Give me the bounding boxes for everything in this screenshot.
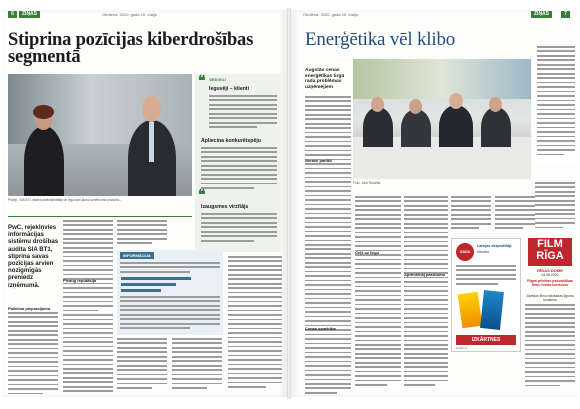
- body-column-4-bottom: [172, 338, 222, 396]
- header-date-right: Otrdiena, 2020. gada 10. maijs: [303, 12, 358, 17]
- panelist-4-face: [489, 97, 502, 112]
- right-page-header: [291, 10, 578, 19]
- page-number-right: 7: [561, 11, 570, 18]
- panelist-2: [401, 109, 431, 147]
- panelist-3: [439, 105, 473, 147]
- sidebar-text-2: [201, 147, 277, 197]
- info-box-text-2: [120, 296, 220, 332]
- body-column-1: [8, 312, 58, 396]
- photo-conference-panel: [353, 59, 531, 179]
- body-column-3-bottom: [117, 338, 167, 396]
- left-page: [2, 10, 287, 397]
- subhead-demand: Palielina pieprasījumu: [8, 306, 51, 311]
- film-badge-line-1: FILM: [537, 238, 563, 250]
- panelist-2-face: [409, 99, 422, 114]
- photo-two-executives: [8, 74, 192, 196]
- divider-left: [8, 216, 192, 217]
- sidebar-text-3: [201, 213, 277, 249]
- right-page: [291, 10, 578, 397]
- film-riga-logo: [528, 238, 572, 266]
- photo-caption-left: Pircēji - SIA BT1 valdes priekšsēdētāja un ieguvumi jaunu uzņēmuma produktu...: [8, 198, 123, 202]
- section-label-left: ZIŅAS: [19, 11, 40, 18]
- info-box-text: [120, 262, 220, 274]
- page-number-left: 6: [8, 11, 17, 18]
- sidebar-text-1: [209, 95, 277, 135]
- sidebar-head-3: Izaugsmes virzītājs: [201, 204, 249, 210]
- right-column-3: [404, 196, 448, 396]
- subhead-right-1: Neraisi panīki!: [305, 158, 333, 163]
- right-sidebar-lines: [537, 46, 575, 164]
- right-sidebar-text: [535, 46, 575, 164]
- lead-paragraph-right: Augstās cenas enerģētikas tirgū rada problēmas uzņēmējiem: [305, 68, 345, 90]
- panelist-4: [481, 107, 511, 147]
- advertisement-izkartnes: [451, 238, 521, 352]
- info-box-title: INFORMĀCIJA: [120, 252, 154, 259]
- ad-graphic-2: [480, 290, 504, 330]
- section-label-right: ZIŅAS: [531, 11, 552, 18]
- body-column-2: [63, 220, 113, 396]
- panelist-1: [363, 107, 393, 147]
- sidebar-label: VIEDOKLI: [209, 78, 226, 82]
- right-column-2: [355, 196, 401, 396]
- info-bar-2: [121, 283, 176, 286]
- right-sidebar-lines-2: [535, 182, 575, 236]
- headline-left: Stiprina pozīcijas kiberdrošības segmentā: [8, 30, 254, 67]
- right-column-5-top: [495, 196, 535, 236]
- ad-line-2: Atbalsts: [477, 250, 490, 254]
- film-date: 04.06.2020: [541, 273, 559, 277]
- subhead-right-2: Cenas samērība: [305, 326, 336, 331]
- opinions-sidebar: [195, 74, 281, 252]
- quote-icon: ❝: [198, 72, 206, 88]
- sidebar-head-2: Apliecina konkurētspēju: [201, 138, 261, 144]
- sidebar-head-1: Ieguvēji – klienti: [209, 86, 250, 92]
- quote-icon-2: ❝: [198, 186, 206, 202]
- film-city: RĪGAS DOME: [537, 268, 563, 273]
- body-column-5: [228, 256, 282, 396]
- photo-caption-right: Foto: Juris Rudzītis: [353, 181, 381, 185]
- ad-line-1: Latvijas eksportētāji: [477, 244, 512, 248]
- right-column-1: [305, 96, 351, 396]
- body-column-3-top: [117, 220, 167, 248]
- left-page-header: [2, 10, 287, 19]
- ad-logo-badge: GADA: [456, 243, 474, 261]
- info-bar-1: [121, 277, 191, 280]
- ad-body-text: [456, 265, 516, 289]
- ad-izkartnes-label: IZKĀRTNES: [456, 335, 516, 345]
- ad-tagline: Reklāma: [456, 346, 468, 350]
- film-riga-advertisement: [523, 238, 577, 397]
- banner-backdrop: [353, 59, 531, 99]
- panelist-3-face: [449, 93, 463, 109]
- lead-paragraph-left: PwC, rejeklņvies informācijas sistēmu drošības audita SIA BT1, stiprina savas pozīcijas arvien nozīgmīgās preniedz izņēmumā.: [8, 224, 59, 289]
- info-box: [117, 250, 223, 335]
- woman-hair: [33, 105, 54, 119]
- man-face: [142, 96, 161, 122]
- panelist-1-face: [371, 97, 384, 112]
- right-column-4-top: [451, 196, 491, 236]
- film-headline: Rīgas pilsētas pašvaldības filmu fonda konkurss: [527, 279, 573, 288]
- woman-figure: [24, 126, 64, 196]
- subhead-reputation: Pieaug reputācija: [63, 278, 97, 283]
- ad-graphic-1: [458, 292, 483, 328]
- info-bar-3: [121, 289, 161, 292]
- film-badge-line-2: RĪGA: [536, 250, 564, 262]
- subhead-right-4: Apdrošināj pasūtumu: [404, 272, 446, 277]
- header-date-left: Otrdiena, 2020. gada 10. maijs: [102, 12, 157, 17]
- headline-right: Enerģētika vēl klibo: [305, 29, 456, 50]
- subhead-right-3: Ceļš uz tirgu: [355, 250, 380, 255]
- film-body-text: [525, 304, 575, 394]
- man-shirt: [149, 122, 154, 162]
- film-subline: Jāvedos filmu ražošanas līguma konkurss: [526, 294, 574, 302]
